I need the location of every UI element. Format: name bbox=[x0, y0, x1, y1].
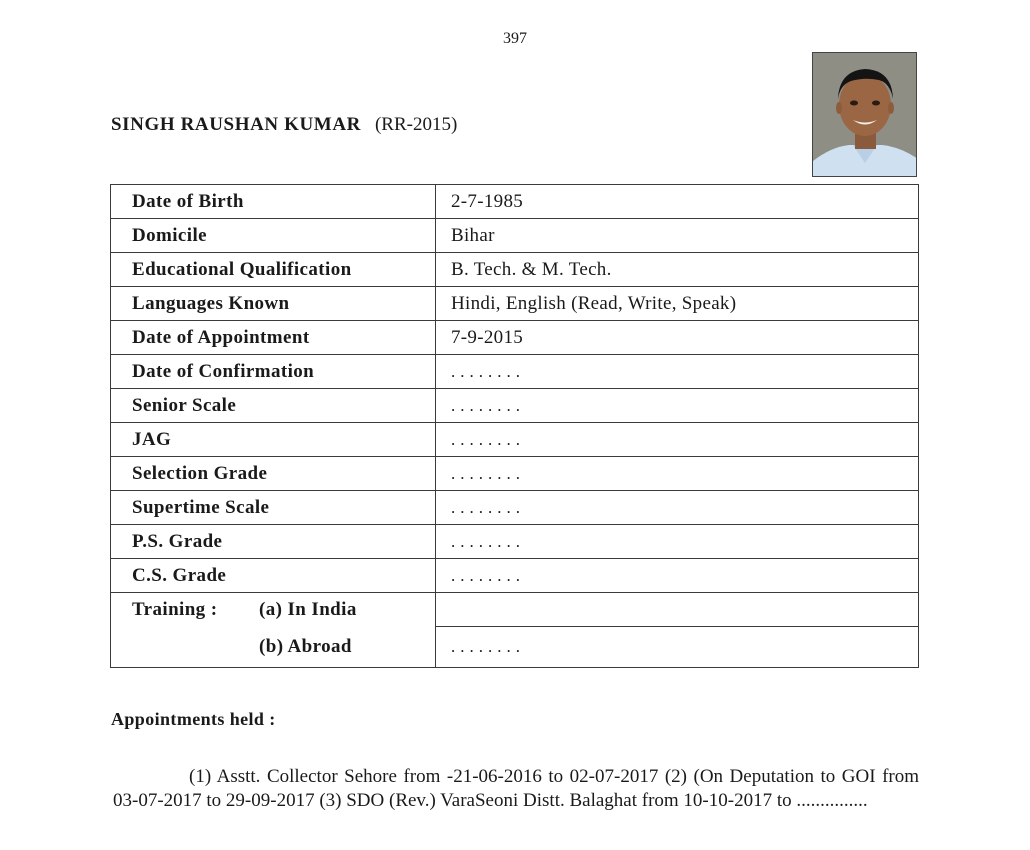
table-row bbox=[111, 525, 919, 559]
row-value: Bihar bbox=[436, 219, 919, 253]
training-abroad-label: (b) Abroad bbox=[259, 635, 352, 657]
row-value: ........ bbox=[436, 559, 919, 593]
row-label: Educational Qualification bbox=[111, 253, 436, 287]
training-prefix: Training : bbox=[132, 598, 218, 620]
table-row bbox=[111, 627, 919, 668]
training-label-cell bbox=[111, 593, 436, 627]
table-row bbox=[111, 321, 919, 355]
portrait-image bbox=[813, 53, 917, 177]
row-value: ........ bbox=[436, 491, 919, 525]
table-row bbox=[111, 389, 919, 423]
row-label: C.S. Grade bbox=[111, 559, 436, 593]
table-row bbox=[111, 185, 919, 219]
table-row bbox=[111, 559, 919, 593]
row-label: Date of Confirmation bbox=[111, 355, 436, 389]
row-value: ........ bbox=[436, 525, 919, 559]
row-label: Languages Known bbox=[111, 287, 436, 321]
table-row bbox=[111, 423, 919, 457]
table-row bbox=[111, 253, 919, 287]
row-label: P.S. Grade bbox=[111, 525, 436, 559]
row-value: ........ bbox=[436, 423, 919, 457]
row-value: ........ bbox=[436, 355, 919, 389]
table-row bbox=[111, 219, 919, 253]
appointments-heading: Appointments held : bbox=[111, 709, 276, 729]
row-value: Hindi, English (Read, Write, Speak) bbox=[436, 287, 919, 321]
row-label: Date of Birth bbox=[111, 185, 436, 219]
row-label: Supertime Scale bbox=[111, 491, 436, 525]
row-label: Date of Appointment bbox=[111, 321, 436, 355]
profile-table-body bbox=[111, 185, 919, 668]
officer-batch: (RR-2015) bbox=[374, 114, 458, 135]
training-abroad-value: ........ bbox=[436, 627, 919, 668]
row-value: 2-7-1985 bbox=[436, 185, 919, 219]
row-value: B. Tech. & M. Tech. bbox=[436, 253, 919, 287]
row-value: ........ bbox=[436, 389, 919, 423]
table-row bbox=[111, 593, 919, 627]
training-abroad-label-cell bbox=[111, 627, 436, 668]
row-value: 7-9-2015 bbox=[436, 321, 919, 355]
profile-table bbox=[110, 184, 919, 668]
table-row bbox=[111, 457, 919, 491]
row-label: Senior Scale bbox=[111, 389, 436, 423]
table-row bbox=[111, 355, 919, 389]
page-number: 397 bbox=[503, 30, 527, 47]
row-label: JAG bbox=[111, 423, 436, 457]
officer-photo bbox=[812, 52, 917, 177]
table-row bbox=[111, 287, 919, 321]
training-india-value bbox=[436, 593, 919, 627]
officer-name: SINGH RAUSHAN KUMAR bbox=[111, 114, 361, 135]
appointments-text: (1) Asstt. Collector Sehore from -21-06-2016 to 02-07-2017 (2) (On Deputation to GOI from 03-07-2017 to 29-09-2017 (3) SDO (Rev.) VaraSeoni Distt. Balaghat from 10-10-2017 to ............... bbox=[113, 766, 919, 811]
row-value: ........ bbox=[436, 457, 919, 491]
row-label: Domicile bbox=[111, 219, 436, 253]
table-row bbox=[111, 491, 919, 525]
row-label: Selection Grade bbox=[111, 457, 436, 491]
officer-header bbox=[111, 114, 457, 136]
training-india-label: (a) In India bbox=[259, 598, 357, 620]
